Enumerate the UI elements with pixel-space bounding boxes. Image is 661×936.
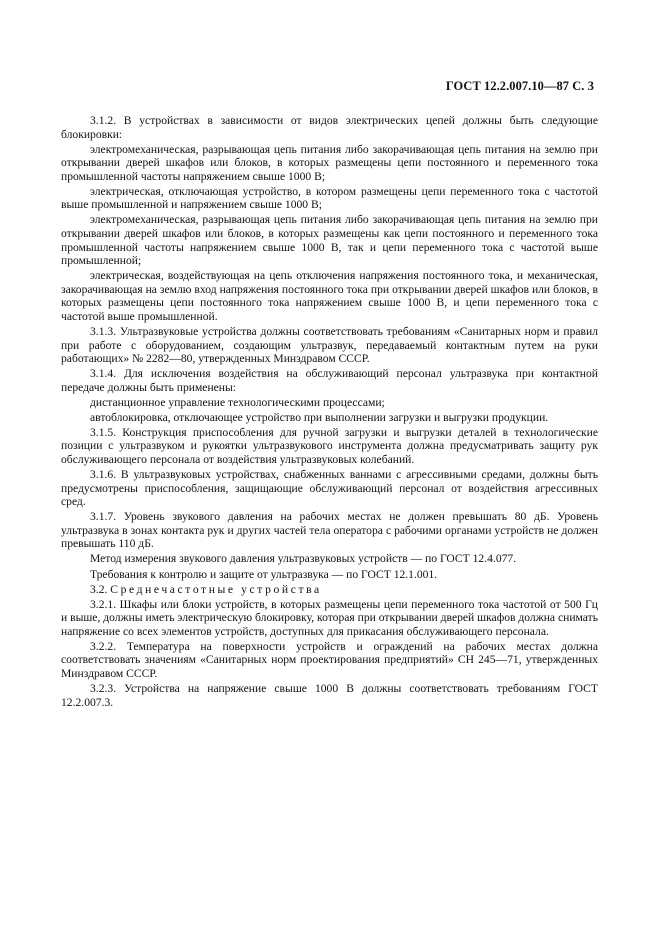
- section-number: 3.2.: [90, 582, 108, 596]
- paragraph: электрическая, воздействующая на цепь отключения напряжения постоянного тока, и механическая, закорачивающая на землю вход напряжения постоянного тока при открывании дверей шкафов или блоков, в которых размещены цепи постоянного тока напряжением свыше 1000 В, и цепи переменного тока с частотой выше промышленной.: [61, 269, 598, 323]
- paragraph: 3.1.7. Уровень звукового давления на рабочих местах не должен превышать 80 дБ. Уровень ультразвука в зонах контакта рук и других частей тела оператора с рабочими органами устройств не должен превышать 110 дБ.: [61, 510, 598, 551]
- paragraph: Требования к контролю и защите от ультразвука — по ГОСТ 12.1.001.: [90, 567, 438, 581]
- paragraph: Метод измерения звукового давления ультразвуковых устройств — по ГОСТ 12.4.077.: [90, 552, 517, 566]
- paragraph: автоблокировка, отключающее устройство при выполнении загрузки и выгрузки продукции.: [90, 410, 549, 424]
- paragraph: 3.1.6. В ультразвуковых устройствах, снабженных ваннами с агрессивными средами, должны быть предусмотрены приспособления, защищающие обслуживающий персонал от воздействия агрессивных сред.: [61, 468, 598, 509]
- paragraph: электромеханическая, разрывающая цепь питания либо закорачивающая цепь питания на землю при открывании дверей шкафов или блоков, в которых размещены цепи постоянного и переменного тока промышленной частоты напряжением свыше 1000 В;: [61, 142, 598, 183]
- paragraph: 3.2.3. Устройства на напряжение свыше 1000 В должны соответствовать требованиям ГОСТ 12.2.007.3.: [61, 682, 598, 709]
- paragraph: 3.1.2. В устройствах в зависимости от видов электрических цепей должны быть следующие блокировки:: [61, 114, 598, 141]
- page-header: ГОСТ 12.2.007.10—87 С. 3: [445, 79, 594, 93]
- paragraph: 3.2.1. Шкафы или блоки устройств, в которых размещены цепи переменного тока частотой от 500 Гц и выше, должны иметь электрическую блокировку, которая при открывании дверей шкафов должна снимать напряжение со всех элементов устройств, доступных для прикасания обслуживающего персонала.: [61, 597, 598, 638]
- section-heading: [61, 583, 598, 597]
- paragraph: 3.1.5. Конструкция приспособления для ручной загрузки и выгрузки деталей в технологические позиции с ультразвуком и рукоятки ультразвукового инструмента должна предусматривать защиту рук обслуживающего персонала от воздействия ультразвуковых колебаний.: [61, 425, 598, 466]
- paragraph: 3.2.2. Температура на поверхности устройств и ограждений на рабочих местах должна соответствовать значениям «Санитарных норм проектирования предприятий» СН 245—71, утвержденных Минздравом СССР.: [61, 639, 598, 680]
- paragraph: электрическая, отключающая устройство, в котором размещены цепи переменного тока с частотой выше промышленной и напряжением свыше 1000 В;: [61, 184, 598, 212]
- paragraph: 3.1.4. Для исключения воздействия на обслуживающий персонал ультразвука при контактной передаче должны быть применены:: [61, 367, 598, 394]
- section-title: Среднечастотные устройства: [110, 582, 322, 596]
- document-body: [61, 114, 598, 711]
- paragraph: дистанционное управление технологическими процессами;: [90, 395, 385, 409]
- paragraph: электромеханическая, разрывающая цепь питания либо закорачивающая цепь питания на землю при открывании дверей шкафов или блоков, в которых размещены как цепи постоянного и переменного тока промышленной частоты напряжением свыше 1000 В, так и цепи переменного тока с частотой выше промышленной;: [61, 213, 598, 268]
- paragraph: 3.1.3. Ультразвуковые устройства должны соответствовать требованиям «Санитарных норм и правил при работе с оборудованием, создающим ультразвук, передаваемый контактным путем на руки работающих» № 2282—80, утвержденных Минздравом СССР.: [61, 324, 598, 366]
